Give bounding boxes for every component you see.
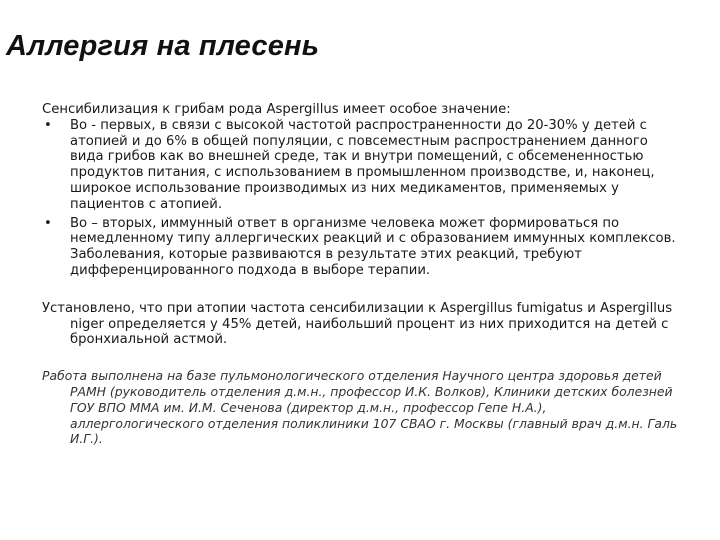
slide-content [42,102,682,447]
bullet-list [42,118,682,279]
bullet-item [42,216,682,279]
bullet-text: Во – вторых, иммунный ответ в организме человека может формироваться по немедленному типу аллергических реакций и с образованием иммунных комплексов. Заболевания, которые развиваются в результате этих реакций, требуют дифференцированного подхода в выборе терапии. [70,215,676,278]
bullet-icon: • [44,215,52,231]
slide-title: Аллергия на плесень [6,30,320,62]
bullet-icon: • [44,117,52,133]
intro-text: Сенсибилизация к грибам рода Aspergillus имеет особое значение: [42,102,511,117]
findings-paragraph: Установлено, что при атопии частота сенсибилизации к Aspergillus fumigatus и Aspergillus niger определяется у 45% детей, наибольший процент из них приходится на детей с бронхиальной астмой. [42,300,673,348]
bullet-item [42,118,682,213]
source-footnote: Работа выполнена на базе пульмонологического отделения Научного центра здоровья детей РАМН (руководитель отделения д.м.н., профессор И.К. Волков), Клиники детских болезней ГОУ ВПО ММА им. И.М. Сеченова (директор д.м.н., профессор Гепе Н.А.), аллергологического отделения поликлиники 107 СВАО г. Москвы (главный врач д.м.н. Галь И.Г.). [42,368,678,447]
bullet-text: Во - первых, в связи с высокой частотой распространенности до 20-30% у детей с атопией и до 6% в общей популяции, с повсеместным распространением данного вида грибов как во внешней среде, так и внутри помещений, с обсемененностью продуктов питания, с использованием в промышленном производстве, и, наконец, широкое использование производимых из них медикаментов, применяемых у пациентов с атопией. [70,117,655,212]
